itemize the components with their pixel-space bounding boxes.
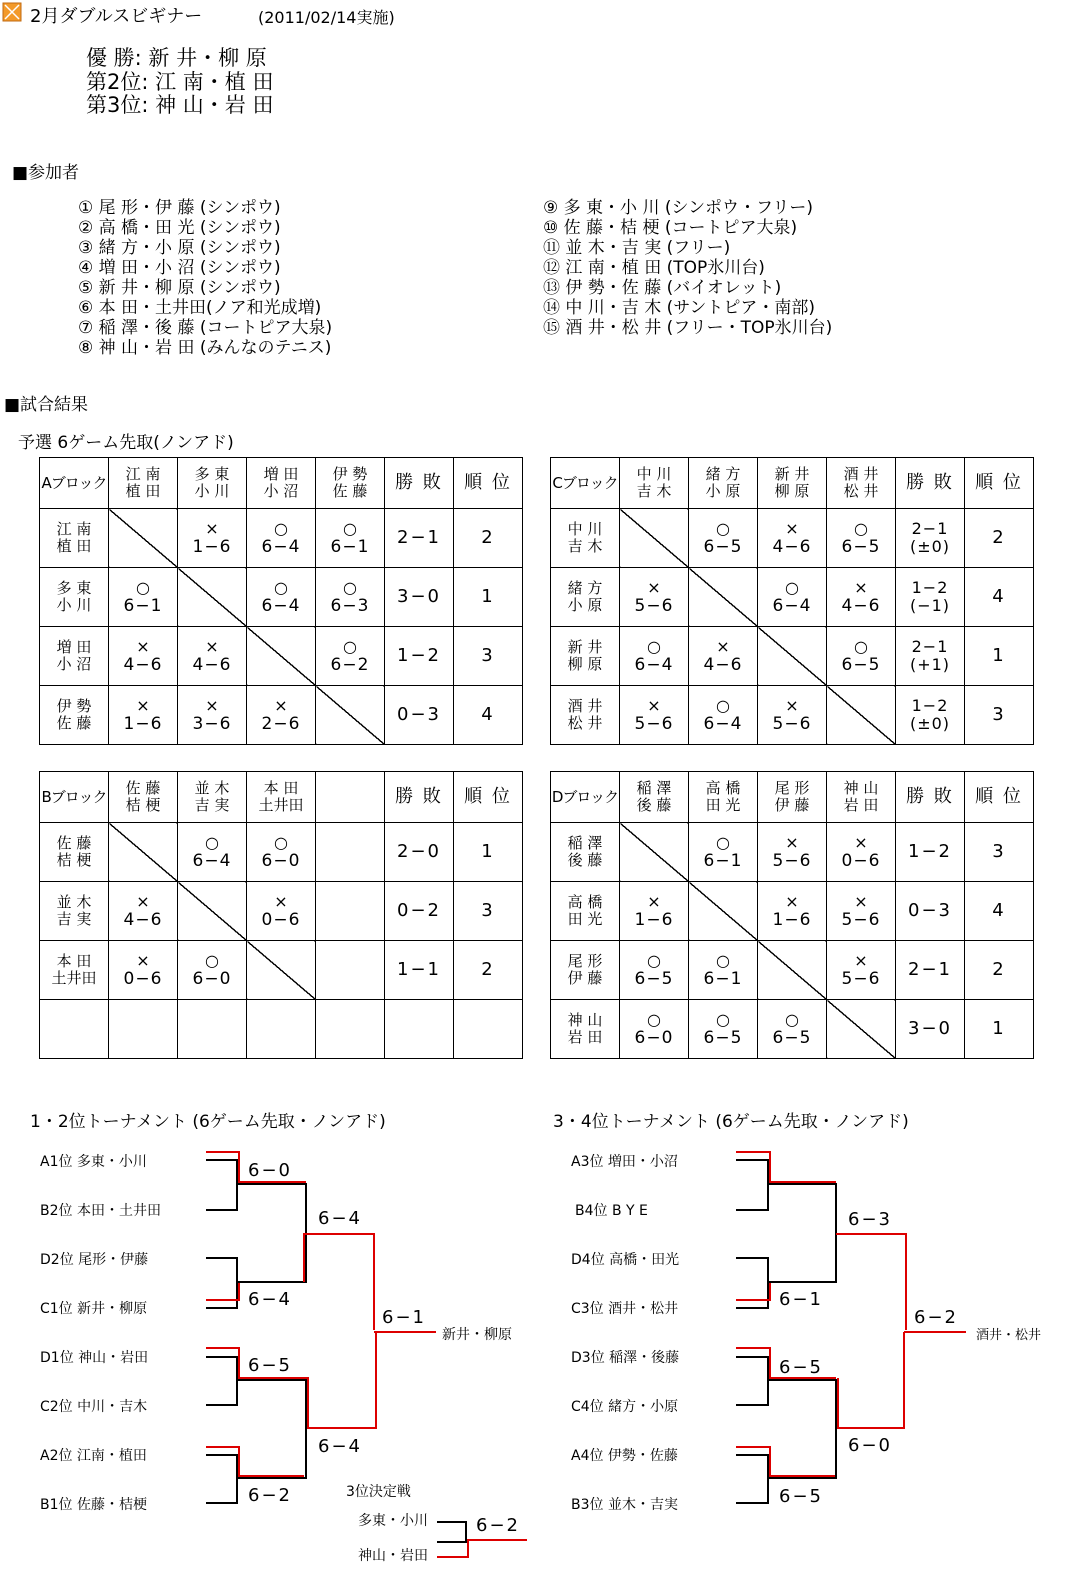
result-score: 6−0 [261, 851, 301, 871]
team-name: 吉 木 [636, 482, 672, 500]
result-mark: × [136, 696, 150, 715]
participant: ⑪ 並 木・吉 実 (フリー) [543, 238, 731, 258]
team-name: 江 南 [56, 520, 92, 538]
result-score: 6−4 [772, 596, 812, 616]
participant: ⑬ 伊 勢・佐 藤 (バイオレット) [543, 278, 782, 298]
block-name: Aブロック [40, 458, 109, 509]
block-name: Bブロック [40, 772, 109, 823]
team-name: 緒 方 [567, 579, 603, 597]
team-name: 吉 実 [56, 910, 92, 928]
t12-entry: D2位 尾形・伊藤 [40, 1252, 149, 1268]
team-name: 中 川 [636, 465, 672, 483]
team-name: 植 田 [56, 537, 92, 555]
rank: 2 [965, 509, 1034, 568]
team-name: 増 田 [56, 638, 92, 656]
win-loss-value: 0−3 [397, 704, 441, 725]
result-mark: × [205, 519, 219, 538]
result-score: 6−5 [703, 537, 743, 557]
result-mark: × [136, 951, 150, 970]
t12-entry: A1位 多東・小川 [40, 1154, 147, 1170]
win-loss-value: 2−0 [397, 841, 441, 862]
result-score: 5−6 [772, 714, 812, 734]
team-name: 吉 木 [567, 537, 603, 555]
result-score: 6−1 [330, 537, 370, 557]
team-name: 緒 方 [705, 465, 741, 483]
t34-r1-score: 6−5 [779, 1357, 823, 1378]
win-loss-value: (±0) [909, 537, 951, 556]
result-mark: × [854, 833, 868, 852]
result-mark: ○ [274, 833, 288, 852]
t12-champion: 新井・柳原 [442, 1327, 512, 1343]
team-name: 伊 勢 [332, 465, 368, 483]
team-name: 並 木 [194, 779, 230, 797]
t34-entry: A3位 増田・小沼 [571, 1154, 678, 1170]
result-score: 4−6 [703, 655, 743, 675]
win-loss-value: (−1) [909, 596, 951, 615]
rank: 4 [454, 686, 523, 745]
t12-entry: C1位 新井・柳原 [40, 1301, 148, 1317]
result-score: 6−0 [192, 969, 232, 989]
t34-r2-score: 6−0 [848, 1435, 892, 1456]
win-loss-value: (±0) [909, 714, 951, 733]
team-name: 江 南 [125, 465, 161, 483]
team-name: 小 原 [705, 482, 741, 500]
team-name: 増 田 [263, 465, 299, 483]
win-loss-value: 1−2 [908, 841, 952, 862]
result-score: 6−4 [634, 655, 674, 675]
team-name: 佐 藤 [56, 714, 92, 732]
participant: ⑮ 酒 井・松 井 (フリー・TOP氷川台) [543, 318, 833, 338]
participant: ② 高 橋・田 光 (シンポウ) [78, 218, 281, 238]
result-mark: × [647, 892, 661, 911]
col-rank-header: 順 位 [454, 772, 523, 823]
team-name: 桔 梗 [56, 851, 92, 869]
result-score: 0−6 [841, 851, 881, 871]
t34-entry: D4位 高橋・田光 [571, 1252, 680, 1268]
team-name: 吉 実 [194, 796, 230, 814]
result-mark: ○ [274, 519, 288, 538]
team-name: 佐 藤 [56, 834, 92, 852]
result-mark: × [274, 892, 288, 911]
team-name: 本 田 [56, 952, 92, 970]
third-place-team: 多東・小川 [358, 1513, 428, 1529]
result-mark: × [785, 696, 799, 715]
win-loss-value: 1−2 [911, 696, 949, 715]
col-wl-header: 勝 敗 [385, 458, 454, 509]
team-name: 高 橋 [705, 779, 741, 797]
result-mark: ○ [343, 519, 357, 538]
result-score: 6−0 [634, 1028, 674, 1048]
team-name: 土井田 [258, 796, 304, 814]
t12-entry: A2位 江南・植田 [40, 1448, 147, 1464]
rank: 2 [454, 509, 523, 568]
team-name: 小 沼 [56, 655, 92, 673]
col-rank-header: 順 位 [454, 458, 523, 509]
prelim-label: 予選 6ゲーム先取(ノンアド) [18, 433, 234, 453]
result-score: 1−6 [772, 910, 812, 930]
rank: 3 [454, 627, 523, 686]
participant: ⑤ 新 井・柳 原 (シンポウ) [78, 278, 281, 298]
team-name: 松 井 [567, 714, 603, 732]
win-loss-value: 0−3 [908, 900, 952, 921]
result-mark: × [274, 696, 288, 715]
result-score: 1−6 [634, 910, 674, 930]
win-loss-value: 1−2 [911, 578, 949, 597]
team-name: 小 沼 [263, 482, 299, 500]
result-mark: ○ [136, 578, 150, 597]
result-mark: × [647, 578, 661, 597]
result-score: 6−4 [703, 714, 743, 734]
result-score: 0−6 [261, 910, 301, 930]
col-rank-header: 順 位 [965, 458, 1034, 509]
results-heading: ■試合結果 [4, 395, 89, 415]
team-name: 小 川 [56, 596, 92, 614]
result-score: 4−6 [841, 596, 881, 616]
t34-r1-score: 6−5 [779, 1486, 823, 1507]
team-name: 伊 勢 [56, 697, 92, 715]
winner-1: 優 勝: 新 井・柳 原 [86, 46, 267, 70]
t12-r1-score: 6−0 [248, 1160, 292, 1181]
team-name: 酒 井 [567, 697, 603, 715]
result-mark: ○ [647, 637, 661, 656]
win-loss-value: 2−1 [397, 527, 441, 548]
result-score: 6−4 [192, 851, 232, 871]
result-mark: ○ [343, 578, 357, 597]
participant: ⑩ 佐 藤・桔 梗 (コートピア大泉) [543, 218, 798, 238]
result-score: 5−6 [634, 714, 674, 734]
page-title: 2月ダブルスビギナー [30, 6, 203, 27]
participant: ⑭ 中 川・吉 木 (サントピア・南部) [543, 298, 816, 318]
participant: ⑫ 江 南・植 田 (TOP氷川台) [543, 258, 765, 278]
result-mark: × [785, 519, 799, 538]
result-mark: ○ [716, 519, 730, 538]
participant: ③ 緒 方・小 原 (シンポウ) [78, 238, 281, 258]
team-name: 多 東 [56, 579, 92, 597]
result-score: 6−1 [703, 851, 743, 871]
team-name: 佐 藤 [332, 482, 368, 500]
result-mark: × [647, 696, 661, 715]
t12-r1-score: 6−2 [248, 1485, 292, 1506]
team-name: 並 木 [56, 893, 92, 911]
t12-entry: B1位 佐藤・桔梗 [40, 1497, 147, 1513]
team-name: 本 田 [263, 779, 299, 797]
team-name: 多 東 [194, 465, 230, 483]
result-mark: × [205, 637, 219, 656]
participants-heading: ■参加者 [12, 163, 80, 183]
result-mark: × [136, 892, 150, 911]
rank: 2 [965, 941, 1034, 1000]
team-name: 松 井 [843, 482, 879, 500]
participant: ① 尾 形・伊 藤 (シンポウ) [78, 198, 281, 218]
participant: ⑨ 多 東・小 川 (シンポウ・フリー) [543, 198, 814, 218]
result-mark: ○ [854, 519, 868, 538]
team-name: 小 原 [567, 596, 603, 614]
t34-entry: B3位 並木・吉実 [571, 1497, 678, 1513]
rank: 3 [965, 686, 1034, 745]
result-score: 5−6 [841, 969, 881, 989]
rank: 1 [454, 823, 523, 882]
team-name: 岩 田 [843, 796, 879, 814]
third-place-score: 6−2 [476, 1515, 520, 1536]
result-mark: ○ [274, 578, 288, 597]
win-loss-value: 1−2 [397, 645, 441, 666]
result-score: 4−6 [192, 655, 232, 675]
team-name: 稲 澤 [567, 834, 603, 852]
rank: 1 [965, 1000, 1034, 1059]
result-score: 5−6 [841, 910, 881, 930]
result-score: 6−5 [841, 655, 881, 675]
result-mark: ○ [647, 951, 661, 970]
result-mark: × [854, 892, 868, 911]
rank: 4 [965, 568, 1034, 627]
rank: 3 [965, 823, 1034, 882]
t34-entry: D3位 稲澤・後藤 [571, 1350, 680, 1366]
team-name: 田 光 [567, 910, 603, 928]
team-name: 伊 藤 [774, 796, 810, 814]
rank: 4 [965, 882, 1034, 941]
result-mark: ○ [647, 1010, 661, 1029]
t34-entry: B4位 B Y E [575, 1203, 648, 1219]
team-name: 酒 井 [843, 465, 879, 483]
team-name: 尾 形 [774, 779, 810, 797]
t12-r2-score: 6−4 [318, 1436, 362, 1457]
result-mark: ○ [205, 833, 219, 852]
rank: 2 [454, 941, 523, 1000]
tournament34-title: 3・4位トーナメント (6ゲーム先取・ノンアド) [553, 1112, 909, 1132]
result-score: 6−1 [703, 969, 743, 989]
result-mark: ○ [716, 951, 730, 970]
win-loss-value: 2−1 [911, 637, 949, 656]
result-score: 6−4 [261, 596, 301, 616]
result-mark: ○ [205, 951, 219, 970]
t34-entry: A4位 伊勢・佐藤 [571, 1448, 678, 1464]
result-score: 0−6 [123, 969, 163, 989]
team-name: 尾 形 [567, 952, 603, 970]
t12-r2-score: 6−4 [318, 1208, 362, 1229]
t34-r2-score: 6−3 [848, 1209, 892, 1230]
team-name: 土井田 [51, 969, 97, 987]
team-name: 稲 澤 [636, 779, 672, 797]
result-mark: ○ [716, 1010, 730, 1029]
block-name: Cブロック [551, 458, 620, 509]
result-score: 3−6 [192, 714, 232, 734]
col-rank-header: 順 位 [965, 772, 1034, 823]
result-score: 6−5 [634, 969, 674, 989]
t12-r1-score: 6−5 [248, 1355, 292, 1376]
result-score: 6−5 [703, 1028, 743, 1048]
team-name: 高 橋 [567, 893, 603, 911]
result-mark: × [854, 578, 868, 597]
win-loss-value: 2−1 [908, 959, 952, 980]
winner-3: 第3位: 神 山・岩 田 [86, 93, 274, 117]
col-wl-header: 勝 敗 [896, 458, 965, 509]
participant: ④ 増 田・小 沼 (シンポウ) [78, 258, 281, 278]
t34-champion: 酒井・松井 [976, 1328, 1042, 1343]
result-mark: × [854, 951, 868, 970]
team-name: 小 川 [194, 482, 230, 500]
win-loss-value: 2−1 [911, 519, 949, 538]
team-name: 新 井 [567, 638, 603, 656]
t34-r1-score: 6−1 [779, 1289, 823, 1310]
win-loss-value: (+1) [909, 655, 951, 674]
team-name: 田 光 [705, 796, 741, 814]
result-score: 1−6 [123, 714, 163, 734]
result-score: 2−6 [261, 714, 301, 734]
result-mark: × [716, 637, 730, 656]
win-loss-value: 3−0 [908, 1018, 952, 1039]
result-score: 6−1 [123, 596, 163, 616]
result-score: 1−6 [192, 537, 232, 557]
t12-r1-score: 6−4 [248, 1289, 292, 1310]
result-score: 6−4 [261, 537, 301, 557]
team-name: 植 田 [125, 482, 161, 500]
event-date: (2011/02/14実施) [258, 8, 395, 27]
team-name: 岩 田 [567, 1028, 603, 1046]
result-score: 5−6 [634, 596, 674, 616]
t12-entry: C2位 中川・吉木 [40, 1399, 148, 1415]
win-loss-value: 3−0 [397, 586, 441, 607]
result-mark: × [785, 833, 799, 852]
rank: 1 [454, 568, 523, 627]
team-name: 後 藤 [636, 796, 672, 814]
result-mark: ○ [716, 696, 730, 715]
team-name: 神 山 [843, 779, 879, 797]
result-score: 5−6 [772, 851, 812, 871]
result-score: 6−2 [330, 655, 370, 675]
team-name: 桔 梗 [125, 796, 161, 814]
t34-final-score: 6−2 [914, 1307, 958, 1328]
third-place-label: 3位決定戦 [346, 1484, 411, 1500]
tournament12-title: 1・2位トーナメント (6ゲーム先取・ノンアド) [30, 1112, 386, 1132]
win-loss-value: 0−2 [397, 900, 441, 921]
col-wl-header: 勝 敗 [385, 772, 454, 823]
result-mark: ○ [716, 833, 730, 852]
result-mark: ○ [854, 637, 868, 656]
rank: 3 [454, 882, 523, 941]
team-name: 柳 原 [567, 655, 603, 673]
team-name: 伊 藤 [567, 969, 603, 987]
t34-entry: C3位 酒井・松井 [571, 1301, 679, 1317]
team-name: 中 川 [567, 520, 603, 538]
result-mark: ○ [785, 578, 799, 597]
result-score: 6−5 [841, 537, 881, 557]
t12-entry: B2位 本田・土井田 [40, 1203, 161, 1219]
team-name: 神 山 [567, 1011, 603, 1029]
result-score: 4−6 [772, 537, 812, 557]
win-loss-value: 1−1 [397, 959, 441, 980]
team-name: 新 井 [774, 465, 810, 483]
result-mark: × [136, 637, 150, 656]
result-score: 4−6 [123, 910, 163, 930]
t34-entry: C4位 緒方・小原 [571, 1399, 679, 1415]
result-score: 6−5 [772, 1028, 812, 1048]
block-name: Dブロック [551, 772, 620, 823]
participant: ⑥ 本 田・土井田(ノア和光成増) [78, 298, 322, 318]
t12-final-score: 6−1 [382, 1307, 426, 1328]
rank: 1 [965, 627, 1034, 686]
third-place-team: 神山・岩田 [358, 1548, 428, 1564]
team-name: 佐 藤 [125, 779, 161, 797]
result-score: 6−3 [330, 596, 370, 616]
result-mark: ○ [343, 637, 357, 656]
team-name: 柳 原 [774, 482, 810, 500]
t12-entry: D1位 神山・岩田 [40, 1350, 149, 1366]
result-score: 4−6 [123, 655, 163, 675]
col-wl-header: 勝 敗 [896, 772, 965, 823]
participant: ⑦ 稲 澤・後 藤 (コートピア大泉) [78, 318, 333, 338]
team-name: 後 藤 [567, 851, 603, 869]
winner-2: 第2位: 江 南・植 田 [86, 70, 274, 94]
result-mark: × [785, 892, 799, 911]
participant: ⑧ 神 山・岩 田 (みんなのテニス) [78, 338, 332, 358]
result-mark: × [205, 696, 219, 715]
result-mark: ○ [785, 1010, 799, 1029]
